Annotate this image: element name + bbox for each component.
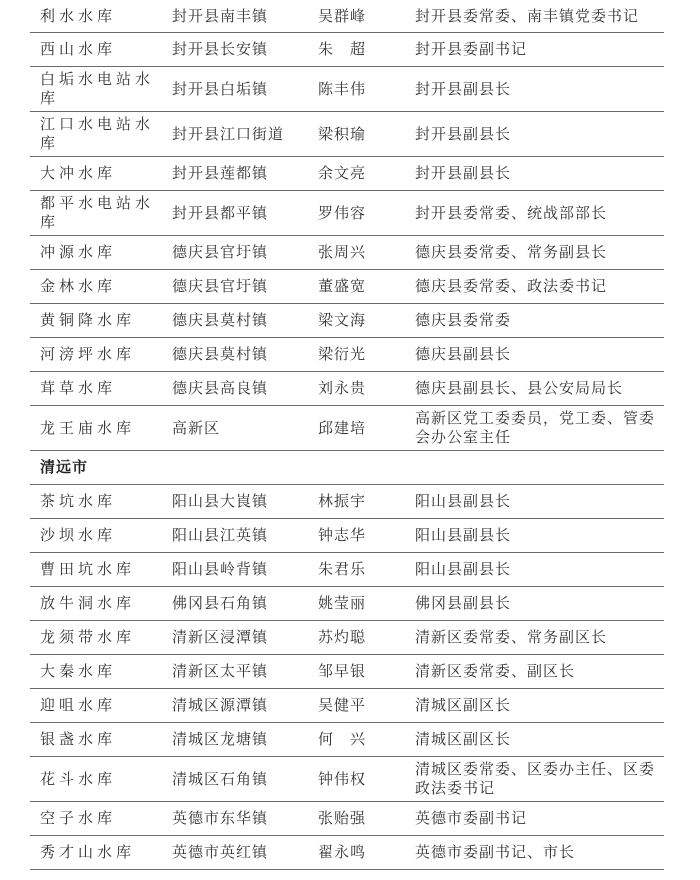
- reservoir-name: 江口水电站水库: [40, 115, 155, 152]
- location: 阳山县江英镇: [172, 526, 269, 544]
- table-row: [30, 802, 664, 836]
- table-row: [30, 236, 664, 270]
- official-position: 德庆县委常委、常务副县长: [415, 243, 608, 261]
- official-position: 封开县副县长: [415, 79, 512, 98]
- responsible-person: 吴健平: [318, 696, 367, 714]
- location: 封开县都平镇: [172, 203, 269, 222]
- responsible-person: 梁文海: [318, 311, 367, 329]
- official-position: 德庆县委常委: [415, 311, 512, 329]
- reservoir-name: 放牛洞水库: [40, 594, 136, 612]
- table-row: [30, 304, 664, 338]
- reservoir-name: 空子水库: [40, 809, 117, 827]
- official-position: 封开县委常委、统战部部长: [415, 203, 608, 222]
- official-position: 封开县副县长: [415, 124, 512, 143]
- table-row: [30, 157, 664, 191]
- reservoir-name: 花斗水库: [40, 769, 117, 788]
- responsible-person: 余文亮: [318, 164, 367, 182]
- responsible-person: 陈丰伟: [318, 79, 367, 98]
- location: 清新区太平镇: [172, 662, 269, 680]
- reservoir-name: 沙坝水库: [40, 526, 117, 544]
- reservoir-name: 金林水库: [40, 277, 117, 295]
- table-row: [30, 33, 664, 67]
- reservoir-responsibility-table: [30, 0, 664, 870]
- responsible-person: 罗伟容: [318, 203, 367, 222]
- table-row: [30, 485, 664, 519]
- location: 德庆县官圩镇: [172, 243, 269, 261]
- location: 封开县莲都镇: [172, 164, 269, 182]
- location: 阳山县岭背镇: [172, 560, 269, 578]
- reservoir-name: 茸草水库: [40, 379, 117, 397]
- responsible-person: 朱君乐: [318, 560, 367, 578]
- reservoir-name: 大冲水库: [40, 164, 117, 182]
- official-position: 英德市委副书记、市长: [415, 843, 576, 861]
- reservoir-name: 都平水电站水库: [40, 194, 155, 231]
- location: 封开县长安镇: [172, 40, 269, 58]
- location: 德庆县高良镇: [172, 379, 269, 397]
- location: 德庆县莫村镇: [172, 345, 269, 363]
- section-title: 清远市: [40, 458, 89, 476]
- table-row: [30, 0, 664, 33]
- official-position: 清新区委常委、常务副区长: [415, 628, 608, 646]
- responsible-person: 梁衍光: [318, 345, 367, 363]
- table-row: [30, 112, 664, 157]
- table-row: [30, 406, 664, 451]
- responsible-person: 刘永贵: [318, 379, 367, 397]
- reservoir-name: 龙王庙水库: [40, 418, 136, 437]
- location: 封开县江口街道: [172, 124, 285, 143]
- responsible-person: 张贻强: [318, 809, 367, 827]
- table-row: [30, 553, 664, 587]
- reservoir-name: 河滂坪水库: [40, 345, 136, 363]
- official-position: 封开县委常委、南丰镇党委书记: [415, 6, 640, 25]
- location: 英德市英红镇: [172, 843, 269, 861]
- section-header-row: [30, 451, 664, 485]
- official-position: 德庆县委常委、政法委书记: [415, 277, 608, 295]
- reservoir-name: 龙须带水库: [40, 628, 136, 646]
- reservoir-name: 曹田坑水库: [40, 560, 136, 578]
- reservoir-name: 白垢水电站水库: [40, 70, 155, 107]
- official-position: 德庆县副县长: [415, 345, 512, 363]
- table-row: [30, 587, 664, 621]
- responsible-person: 苏灼聪: [318, 628, 367, 646]
- table-row: [30, 191, 664, 236]
- reservoir-name: 银盏水库: [40, 730, 117, 748]
- reservoir-name: 冲源水库: [40, 243, 117, 261]
- location: 清新区浸潭镇: [172, 628, 269, 646]
- official-position: 阳山县副县长: [415, 560, 512, 578]
- reservoir-name: 大秦水库: [40, 662, 117, 680]
- reservoir-name: 茶坑水库: [40, 492, 117, 510]
- official-position: 封开县副县长: [415, 164, 512, 182]
- responsible-person: 朱 超: [318, 40, 367, 58]
- official-position: 清城区副区长: [415, 696, 512, 714]
- reservoir-name: 西山水库: [40, 40, 117, 58]
- location: 德庆县官圩镇: [172, 277, 269, 295]
- responsible-person: 钟伟权: [318, 769, 367, 788]
- location: 清城区石角镇: [172, 769, 269, 788]
- location: 清城区源潭镇: [172, 696, 269, 714]
- official-position: 德庆县副县长、县公安局局长: [415, 379, 624, 397]
- responsible-person: 吴群峰: [318, 6, 367, 25]
- reservoir-name: 利水水库: [40, 6, 117, 25]
- location: 英德市东华镇: [172, 809, 269, 827]
- table-row: [30, 270, 664, 304]
- official-position: 佛冈县副县长: [415, 594, 512, 612]
- responsible-person: 邹早银: [318, 662, 367, 680]
- responsible-person: 姚莹丽: [318, 594, 367, 612]
- table-row: [30, 723, 664, 757]
- reservoir-name: 黄铜降水库: [40, 311, 136, 329]
- table-row: [30, 519, 664, 553]
- official-position: 清城区副区长: [415, 730, 512, 748]
- location: 封开县南丰镇: [172, 6, 269, 25]
- table-row: [30, 689, 664, 723]
- official-position: 清新区委常委、副区长: [415, 662, 576, 680]
- official-position: 封开县委副书记: [415, 40, 528, 58]
- responsible-person: 何 兴: [318, 730, 367, 748]
- responsible-person: 张周兴: [318, 243, 367, 261]
- reservoir-name: 迎咀水库: [40, 696, 117, 714]
- location: 佛冈县石角镇: [172, 594, 269, 612]
- official-position: 英德市委副书记: [415, 809, 528, 827]
- official-position: 阳山县副县长: [415, 492, 512, 510]
- table-row: [30, 372, 664, 406]
- official-position: 清城区委常委、区委办主任、区委政法委书记: [415, 760, 656, 797]
- location: 阳山县大崀镇: [172, 492, 269, 510]
- table-row: [30, 836, 664, 870]
- responsible-person: 邱建培: [318, 418, 367, 437]
- responsible-person: 梁积瑜: [318, 124, 367, 143]
- table-row: [30, 655, 664, 689]
- table-row: [30, 67, 664, 112]
- location: 封开县白垢镇: [172, 79, 269, 98]
- table-row: [30, 757, 664, 802]
- responsible-person: 林振宇: [318, 492, 367, 510]
- official-position: 高新区党工委委员，党工委、管委会办公室主任: [415, 409, 656, 446]
- location: 高新区: [172, 418, 221, 437]
- responsible-person: 翟永鸣: [318, 843, 367, 861]
- table-row: [30, 338, 664, 372]
- table-row: [30, 621, 664, 655]
- location: 德庆县莫村镇: [172, 311, 269, 329]
- responsible-person: 钟志华: [318, 526, 367, 544]
- official-position: 阳山县副县长: [415, 526, 512, 544]
- reservoir-name: 秀才山水库: [40, 843, 136, 861]
- location: 清城区龙塘镇: [172, 730, 269, 748]
- responsible-person: 董盛宽: [318, 277, 367, 295]
